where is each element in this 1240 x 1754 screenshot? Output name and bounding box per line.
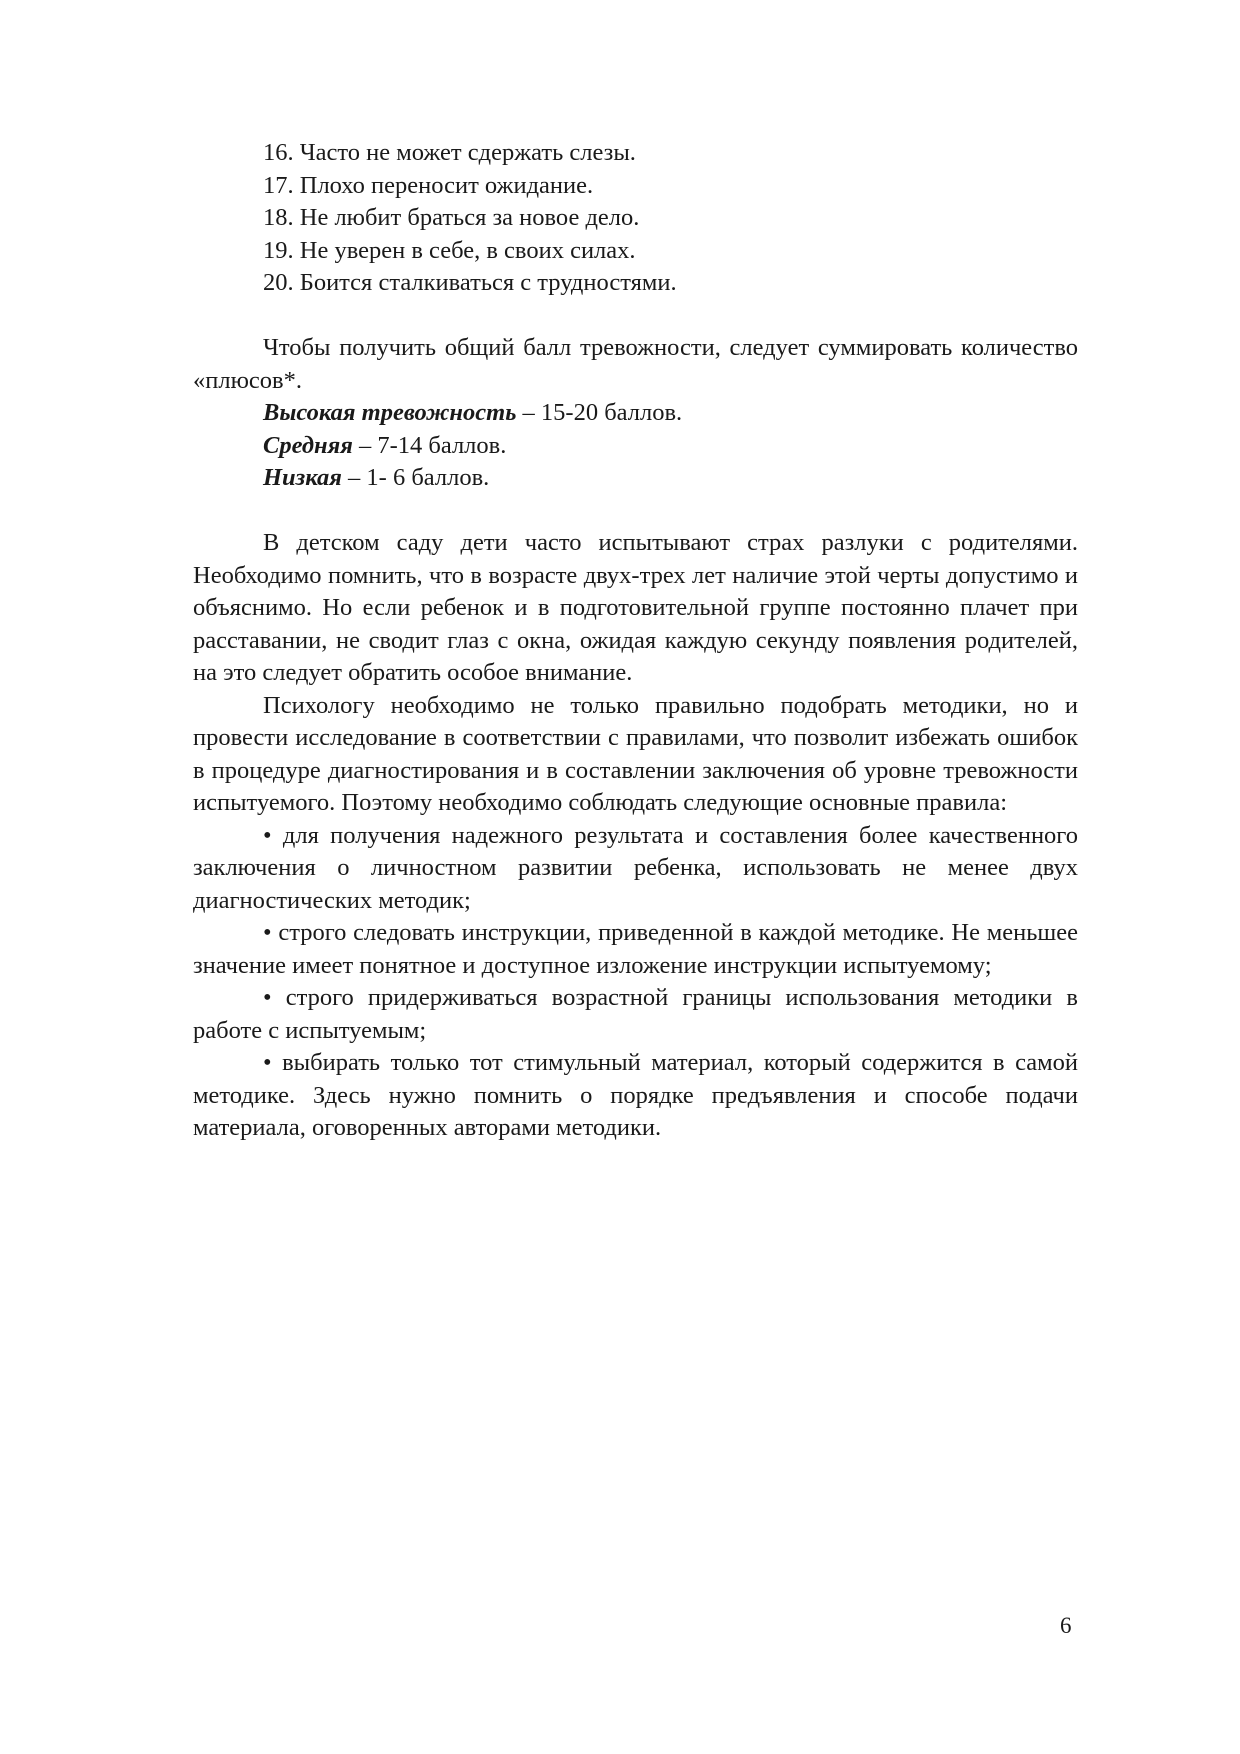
document-page — [193, 137, 1078, 1145]
score-level-high — [193, 397, 1078, 430]
scoring-section — [193, 332, 1078, 495]
score-level-label: Высокая тревожность — [263, 399, 517, 426]
questionnaire-list — [193, 137, 1078, 300]
score-level-medium — [193, 430, 1078, 463]
rule-item: • для получения надежного результата и составления более качественного заключения о личностном развитии ребенка, использовать не менее двух диагностических методик; — [193, 821, 1078, 914]
page-number: 6 — [1060, 1613, 1072, 1638]
rules-list — [193, 820, 1078, 1145]
score-level-range: – 7-14 баллов. — [352, 431, 507, 459]
spacer — [193, 300, 1078, 333]
spacer — [193, 495, 1078, 528]
list-item: 16. Часто не может сдержать слезы. — [263, 139, 636, 166]
score-level-label: Средняя — [263, 431, 353, 459]
score-level-label: Низкая — [263, 464, 342, 491]
list-item: 18. Не любит браться за новое дело. — [263, 204, 640, 231]
score-level-range: – 15-20 баллов. — [516, 399, 683, 426]
body-paragraph: В детском саду дети часто испытывают страх разлуки с родителями. Необходимо помнить, что в возрасте двух-трех лет наличие этой черты допустимо и объяснимо. Но если ребенок и в подготовительной группе постоянно плачет при расставании, не сводит глаз с окна, ожидая каждую секунду появления родителей, на это следует обратить особое внимание. — [193, 529, 1078, 686]
list-item: 17. Плохо переносит ожидание. — [263, 171, 594, 199]
list-item: 19. Не уверен в себе, в своих силах. — [263, 236, 636, 264]
score-level-range: – 1- 6 баллов. — [341, 464, 490, 491]
body-paragraph: Психологу необходимо не только правильно подобрать методики, но и провести исследование в соответствии с правилами, что позволит избежать ошибок в процедуре диагностирования и в составлении заключения об уровне тревожности испытуемого. Поэтому необходимо соблюдать следующие основные правила: — [193, 691, 1078, 816]
rule-item: • выбирать только тот стимульный материал, который содержится в самой методике. Здесь нужно помнить о порядке предъявления и способе подачи материала, оговоренных авторами методики. — [193, 1049, 1078, 1141]
score-level-low — [193, 462, 1078, 495]
scoring-intro: Чтобы получить общий балл тревожности, следует суммировать количество «плюсов*. — [193, 334, 1078, 394]
list-item: 20. Боится сталкиваться с трудностями. — [263, 269, 677, 296]
rule-item: • строго следовать инструкции, приведенной в каждой методике. Не меньшее значение имеет понятное и доступное изложение инструкции испытуемому; — [193, 919, 1078, 979]
rule-item: • строго придерживаться возрастной границы использования методики в работе с испытуемым; — [193, 984, 1078, 1044]
